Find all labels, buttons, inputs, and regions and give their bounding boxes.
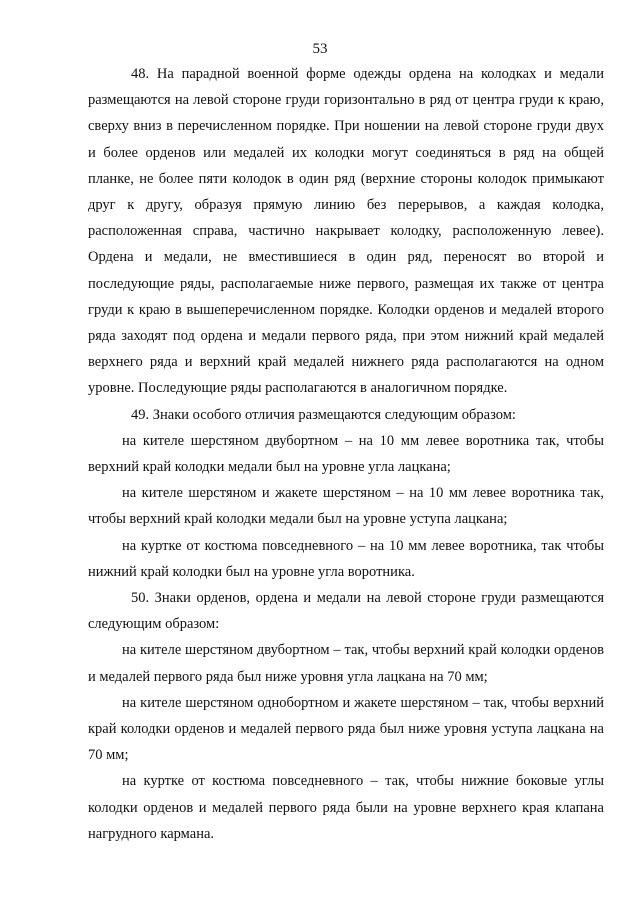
paragraph-49-item-1: на кителе шерстяном двубортном – на 10 мм левее воротника так, чтобы верхний край колодки медали был на уровне угла лацкана; — [88, 432, 604, 476]
paragraph-50: 50. Знаки орденов, ордена и медали на левой стороне груди размещаются следующим образом: — [88, 590, 604, 633]
paragraph-49: 49. Знаки особого отличия размещаются следующим образом: — [131, 406, 516, 423]
paragraph-50-item-1: на кителе шерстяном двубортном – так, чтобы верхний край колодки орденов и медалей первого ряда был ниже уровня угла лацкана на 70 мм; — [88, 642, 604, 685]
paragraph-50-item-2: на кителе шерстяном однобортном и жакете шерстяном – так, чтобы верхний край колодки орденов и медалей первого ряда был ниже уровня уступа лацкана на 70 мм; — [88, 694, 604, 764]
paragraph-48: 48. На парадной военной форме одежды ордена на колодках и медали размещаются на левой стороне груди горизонтально в ряд от центра груди к краю, сверху вниз в перечисленном порядке. При ношении на левой стороне груди двух и более орденов или медалей их колодки могут соединяться в ряд на общей планке, не более пяти колодок в один ряд (верхние стороны колодок примыкают друг к другу, образуя прямую линию без перерывов, а каждая колодка, расположенная справа, частично накрывает колодку, расположенную левее). Ордена и медали, не вместившиеся в один ряд, переносят во второй и последующие ряды, располагаемые ниже первого, размещая их также от центра груди к краю в вышеперечисленном порядке. Колодки орденов и медалей второго ряда заходят под ордена и медали первого ряда, при этом нижний край медалей верхнего ряда и верхний край медалей нижнего ряда располагаются на одном уровне. Последующие ряды располагаются в аналогичном порядке. — [88, 66, 604, 397]
document-body — [88, 61, 604, 847]
paragraph-50-item-3: на куртке от костюма повседневного – так, чтобы нижние боковые углы колодки орденов и медалей первого ряда были на уровне верхнего края клапана нагрудного кармана. — [88, 773, 604, 842]
paragraph-49-item-2: на кителе шерстяном и жакете шерстяном – на 10 мм левее воротника так, чтобы верхний край колодки медали был на уровне уступа лацкана; — [88, 485, 604, 528]
paragraph-49-item-3: на куртке от костюма повседневного – на 10 мм левее воротника, так чтобы нижний край колодки был на уровне угла воротника. — [88, 537, 604, 580]
page-number: 53 — [312, 41, 328, 57]
